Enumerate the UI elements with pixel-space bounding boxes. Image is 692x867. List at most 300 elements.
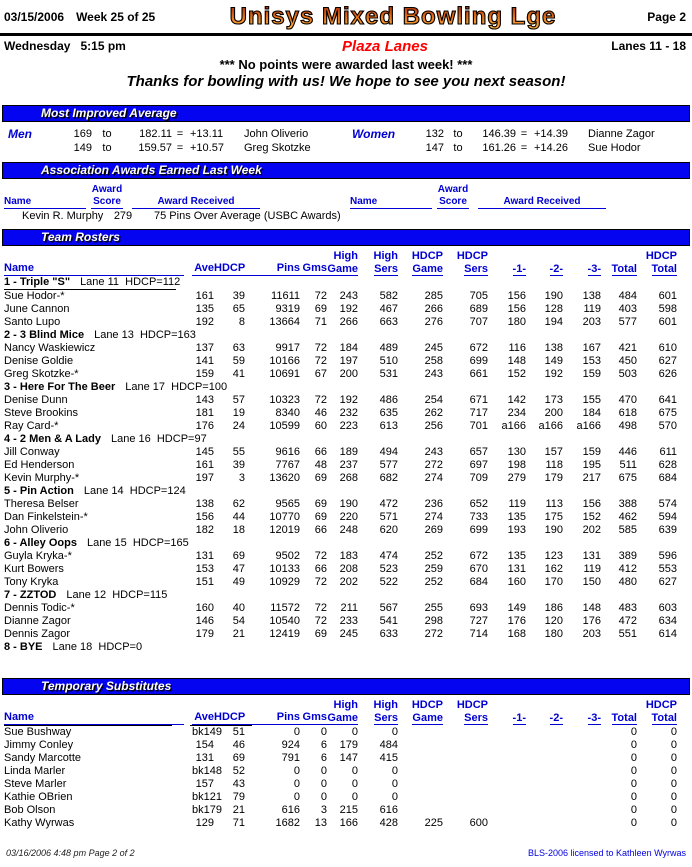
pins-label: Pins [276,711,300,723]
stat-cell: 627 [658,355,677,367]
hdcp-series-header-top: HDCP [456,250,488,262]
stat-cell: 498 [618,420,637,432]
stat-cell [398,752,443,765]
total-header-word: Total [611,263,637,275]
stat-cell [563,804,601,817]
roster-row [0,472,692,485]
stat-cell: 167 [582,342,601,354]
stat-cell: 421 [618,342,637,354]
stat-cell: 19 [232,407,245,419]
stat-cell: 189 [339,446,358,458]
stat-cell: 641 [658,394,677,406]
stat-cell: 179 [339,739,358,751]
stat-cell: 69 [314,303,327,315]
stat-cell: 0 [320,778,327,790]
stat-cell: 153 [582,355,601,367]
team-header-row [0,276,692,289]
most-improved-banner-label: Most Improved Average [41,106,177,120]
player-name: Jimmy Conley [4,739,74,751]
stat-cell: 0 [630,791,637,803]
stat-cell: 131 [195,752,214,764]
stat-cell: 138 [195,498,214,510]
roster-row [0,355,692,368]
total-header-bottom [612,712,637,725]
stat-cell: 626 [658,368,677,380]
stat-cell [563,765,601,778]
stat-cell: 60 [314,420,327,432]
stat-cell: 200 [544,407,563,419]
stat-cell: 582 [379,290,398,302]
page-number: Page 2 [647,10,686,24]
player-name: Sue Hodor-* [4,290,65,302]
stat-cell: 159 [582,446,601,458]
team-lane-hdcp: Lane 11 HDCP=112 [80,276,181,288]
player-name: June Cannon [4,303,70,315]
team-name: 2 - 3 Blind Mice [4,329,85,341]
stat-cell: 217 [582,472,601,484]
player-name: Steve Marler [4,778,67,790]
stat-cell [488,804,526,817]
roster-column-headers [0,246,692,276]
gms-label: Gms [302,262,327,274]
stat-cell: 258 [424,355,443,367]
stat-cell: 494 [379,446,398,458]
received-label: Award Received [478,196,606,209]
stat-cell [488,726,526,739]
stat-cell: 567 [379,602,398,614]
stat-cell: 186 [544,602,563,614]
stat-cell: 714 [469,628,488,640]
stat-cell: 3 [238,472,245,484]
stat-cell: 200 [339,368,358,380]
stat-cell: 176 [195,420,214,432]
stat-cell: 66 [314,446,327,458]
stat-cell: 0 [670,765,677,777]
player-name: Ray Card-* [4,420,59,432]
stat-cell: 0 [320,765,327,777]
stat-cell: 233 [339,615,358,627]
player-name: Denise Dunn [4,394,68,406]
stat-cell: 585 [618,524,637,536]
stat-cell: 65 [232,303,245,315]
stat-cell: 268 [339,472,358,484]
stat-cell: 49 [232,576,245,588]
stat-cell: 71 [314,316,327,328]
stat-cell: 148 [507,355,526,367]
hdcp-label: HDCP [214,711,246,723]
stat-cell: 0 [391,726,398,738]
stat-cell: 709 [469,472,488,484]
stat-cell: 223 [339,420,358,432]
stat-cell: 39 [232,459,245,471]
stat-cell: a166 [538,420,563,432]
player-name: Kathie OBrien [4,791,73,803]
stat-cell: 198 [507,459,526,471]
stat-cell: 119 [508,498,526,510]
game2-header-word: -2- [549,263,563,275]
stat-cell: 0 [351,765,358,777]
stat-cell: 176 [507,615,526,627]
stat-cell: 153 [195,563,214,575]
stat-cell: 141 [195,355,214,367]
stat-cell: 157 [544,446,563,458]
award-bowler-name: Kevin R. Murphy [22,210,104,222]
player-name: Jill Conway [4,446,60,458]
stat-cell: 118 [545,459,563,471]
stat-cell: 197 [339,355,358,367]
stat-cell: 232 [339,407,358,419]
stat-cell: a166 [576,420,601,432]
stat-cell: 203 [582,316,601,328]
stat-cell: 18 [232,524,245,536]
stat-cell: 72 [314,342,327,354]
stat-cell: 10599 [269,420,300,432]
awards-received-header [132,184,260,209]
game1-header-word: -1- [512,712,526,724]
stat-cell: 620 [379,524,398,536]
equals-sign: = [520,142,528,154]
stat-cell: 119 [583,303,601,315]
stat-cell [443,726,488,739]
stat-cell: 46 [314,407,327,419]
stat-cell: 672 [469,342,488,354]
score-word: Score [93,196,121,207]
high-game-header-word: Game [327,712,358,724]
avg-to: 159.57 [138,142,172,154]
ave-hdcp-underline [192,262,245,276]
stat-cell: 10323 [269,394,300,406]
stat-cell: 135 [507,511,526,523]
stat-cell: 149 [544,355,563,367]
stat-cell [443,765,488,778]
stat-cell: 618 [618,407,637,419]
substitute-row [0,817,692,830]
stat-cell: 523 [379,563,398,575]
most-improved-women-1 [346,127,692,141]
stat-cell: bk148 [192,765,222,777]
roster-row [0,550,692,563]
stat-cell: 0 [351,726,358,738]
player-name: Steve Brookins [4,407,78,419]
stat-cell: 0 [670,804,677,816]
avg-diff: +10.57 [190,142,224,154]
hdcp-game-header [398,250,443,276]
stat-cell: 484 [618,290,637,302]
stat-cell: 143 [195,394,214,406]
player-name: John Oliverio [4,524,69,536]
notice-thanks: Thanks for bowling with us! We hope to see you next season! [126,73,566,90]
high-series-header-word: Sers [374,712,398,724]
game2-header [526,263,563,276]
stat-cell: 181 [195,407,214,419]
stat-cell: 613 [379,420,398,432]
stat-cell: 10166 [269,355,300,367]
team-rosters-banner-label: Team Rosters [41,230,120,244]
stat-cell: 701 [469,420,488,432]
stat-cell: 699 [469,524,488,536]
stat-cell: 57 [232,394,245,406]
team-header-row [0,589,692,602]
stat-cell: 135 [195,303,214,315]
stat-cell: 138 [544,342,563,354]
player-name: Denise Goldie [4,355,74,367]
stat-cell: 211 [340,602,358,614]
stat-cell: 245 [339,628,358,640]
stat-cell: 152 [582,511,601,523]
stat-cell: 272 [424,628,443,640]
player-name: Greg Skotzke-* [4,368,79,380]
bowler-name: John Oliverio [244,128,309,140]
stat-cell: 9565 [275,498,300,510]
award-received: 75 Pins Over Average (USBC Awards) [154,210,341,222]
high-series-header-top: High [373,699,398,711]
stat-cell: bk149 [192,726,222,738]
bowling-center-name: Plaza Lanes [342,38,428,55]
stat-cell: 470 [618,394,637,406]
team-lane-hdcp: Lane 16 HDCP=97 [110,433,207,445]
stat-cell: 9502 [275,550,300,562]
stat-cell: 0 [670,752,677,764]
stat-cell: 0 [670,778,677,790]
game2-header-bottom [550,712,563,725]
stat-cell: 6 [320,739,327,751]
high-series-header-word: Sers [374,263,398,275]
stat-cell: 266 [339,316,358,328]
stat-cell: 184 [582,407,601,419]
name-column-header [4,262,192,276]
player-name: Kurt Bowers [4,563,64,575]
high-game-header-word: Game [327,263,358,275]
ave-label: Ave [194,711,214,723]
stat-cell: 657 [469,446,488,458]
roster-row [0,459,692,472]
player-name: Tony Kryka [4,576,59,588]
stat-cell: 11572 [270,602,300,614]
stat-cell: 551 [618,628,637,640]
stat-cell [398,739,443,752]
avg-to: 146.39 [482,128,516,140]
game3-header-word: -3- [587,712,601,724]
stat-cell: 252 [424,576,443,588]
high-series-header [358,699,398,725]
stat-cell: 0 [391,765,398,777]
stat-cell [563,817,601,830]
substitute-row [0,791,692,804]
stat-cell: 120 [544,615,563,627]
stat-cell: 179 [195,628,214,640]
most-improved-men-1 [0,127,346,141]
men-label: Men [8,127,32,141]
stat-cell: 503 [618,368,637,380]
stat-cell: 66 [314,524,327,536]
hdcp-game-header-word: Game [412,263,443,275]
stat-cell: 256 [424,420,443,432]
stat-cell: 255 [424,602,443,614]
stat-cell: 150 [582,576,601,588]
most-improved-row [0,141,692,155]
stat-cell: 670 [469,563,488,575]
received-label: Award Received [132,196,260,209]
team-name: 1 - Triple "S" [4,276,71,288]
stat-cell: 183 [339,550,358,562]
stat-cell: 41 [232,368,245,380]
stat-cell: 0 [320,726,327,738]
team-name: 3 - Here For The Beer [4,381,116,393]
most-improved-women-2 [346,141,692,155]
high-game-header-bottom [327,263,358,276]
print-timestamp: 03/16/2006 4:48 pm Page 2 of 2 [6,848,135,858]
stat-cell: 705 [469,290,488,302]
awards-banner-label: Association Awards Earned Last Week [41,163,262,177]
team-name: 4 - 2 Men & A Lady [4,433,101,445]
pins-gms-underline [245,262,327,276]
award-word: Award [91,184,123,195]
team-lane-hdcp: Lane 17 HDCP=100 [125,381,228,393]
high-game-header-top: High [333,699,358,711]
stat-cell: 635 [379,407,398,419]
stat-cell: 159 [195,368,214,380]
hdcp-total-header [637,699,677,725]
stat-cell: 151 [195,576,214,588]
awards-received-header [478,184,606,209]
pins-gms-header [245,262,327,276]
stat-cell: 192 [339,394,358,406]
stat-cell: 170 [544,576,563,588]
stat-cell: 577 [379,459,398,471]
stat-cell [398,804,443,817]
roster-row [0,290,692,303]
score-word: Score [439,196,467,207]
stat-cell [443,778,488,791]
player-name: Ed Henderson [4,459,75,471]
ave-hdcp-underline [192,711,245,725]
stat-cell: 184 [339,342,358,354]
stat-cell: 43 [232,778,245,790]
report-header [0,0,692,32]
stat-cell: 279 [507,472,526,484]
stat-cell: 180 [544,628,563,640]
stat-cell: 13 [314,817,327,829]
stat-cell: 675 [658,407,677,419]
stat-cell: 176 [582,615,601,627]
stat-cell: 10691 [269,368,300,380]
player-name: Guyla Kryka-* [4,550,72,562]
stat-cell: 236 [424,498,443,510]
to-word: to [102,128,112,140]
player-name: Dianne Zagor [4,615,71,627]
player-name: Kathy Wyrwas [4,817,75,829]
pins-gms-header [245,711,327,725]
roster-row [0,394,692,407]
stat-cell: 0 [293,791,300,803]
roster-row [0,420,692,433]
stat-cell [443,752,488,765]
game1-header-word: -1- [512,263,526,275]
game2-header-bottom [550,263,563,276]
stat-cell: 510 [379,355,398,367]
stat-cell: 791 [281,752,300,764]
stat-cell: 403 [618,303,637,315]
bowler-name: Sue Hodor [588,142,641,154]
stat-cell [443,791,488,804]
stat-cell: 72 [314,550,327,562]
report-footer [6,848,686,858]
stat-cell [526,739,563,752]
stat-cell: 733 [469,511,488,523]
roster-row [0,563,692,576]
stat-cell: 160 [195,602,214,614]
avg-from: 132 [425,128,444,140]
hdcp-series-header [443,699,488,725]
pins-label: Pins [276,262,300,274]
hdcp-total-header-bottom [652,712,677,725]
game2-header [526,712,563,725]
stat-cell: 131 [507,563,526,575]
stat-cell: 154 [195,739,214,751]
stat-cell: 243 [424,446,443,458]
stat-cell: 72 [314,615,327,627]
ave-hdcp-header [192,711,245,725]
stat-cell: 0 [293,726,300,738]
stat-cell: 156 [582,498,601,510]
stat-cell: 161 [195,459,214,471]
stat-cell: 182 [195,524,214,536]
stat-cell: 0 [670,739,677,751]
stat-cell: 237 [339,459,358,471]
roster-row [0,498,692,511]
stat-cell [526,752,563,765]
player-name: Santo Lupo [4,316,61,328]
team-name: 8 - BYE [4,641,43,653]
player-name: Dennis Todic-* [4,602,75,614]
stat-cell: 72 [314,355,327,367]
report-subheader [0,36,692,55]
stat-cell: 202 [582,524,601,536]
awards-headers-left [0,184,346,209]
stat-cell: 0 [630,752,637,764]
hdcp-series-header-top: HDCP [456,699,488,711]
stat-cell: 69 [314,628,327,640]
stat-cell [563,778,601,791]
stat-cell: 0 [670,817,677,829]
league-title-wrap [180,4,606,30]
stat-cell: 51 [232,726,245,738]
hdcp-game-header-word: Game [412,712,443,724]
stat-cell: 274 [424,472,443,484]
substitute-row [0,804,692,817]
game2-header-word: -2- [549,712,563,724]
game1-header [488,263,526,276]
hdcp-series-header-bottom [464,263,488,276]
player-name: Theresa Belser [4,498,79,510]
stat-cell: 69 [314,498,327,510]
substitutes-banner-label: Temporary Substitutes [41,679,172,693]
stat-cell: 192 [195,316,214,328]
stat-cell: 162 [544,563,563,575]
awards-score-header [436,184,470,209]
substitute-row [0,765,692,778]
stat-cell: 0 [630,778,637,790]
ave-hdcp-header [192,262,245,276]
stat-cell: 467 [379,303,398,315]
stat-cell: 225 [424,817,443,829]
stat-cell: 511 [619,459,637,471]
stat-cell: 254 [424,394,443,406]
stat-cell: 8340 [275,407,300,419]
stat-cell: 147 [339,752,358,764]
stat-cell: 148 [582,602,601,614]
stat-cell: 69 [314,472,327,484]
